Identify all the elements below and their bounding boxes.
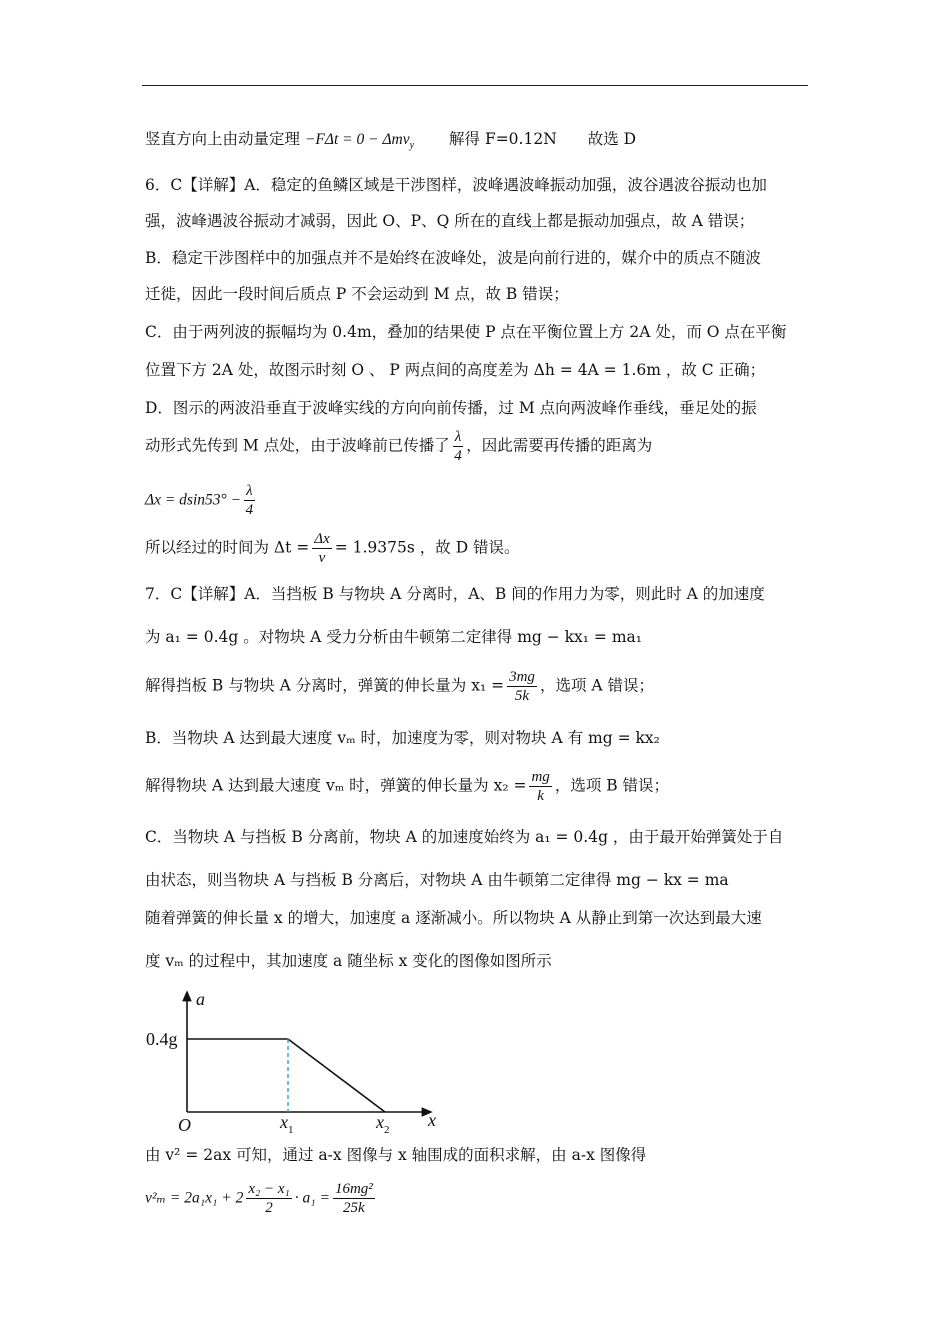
x2-label — [375, 1112, 390, 1135]
vm-equation-mid: · a₁ = — [294, 1189, 330, 1207]
fraction-numerator: 16mg² — [334, 1181, 373, 1197]
q7-line-5-tail: ，选项 B 错误； — [554, 776, 670, 795]
q7-line-10: 由 v² = 2ax 可知，通过 a-x 图像与 x 轴围成的面积求解，由 a-x 图像得 — [145, 1146, 647, 1164]
q7-line-4: B．当物块 A 达到最大速度 vₘ 时，加速度为零，则对物块 A 有 mg = kx₂ — [145, 729, 660, 747]
fraction-denominator: 4 — [454, 448, 462, 464]
q7-line-11 — [145, 1180, 378, 1217]
q6-line-3: B．稳定干涉图样中的加强点并不是始终在波峰处，波是向前行进的，媒介中的质点不随波 — [145, 249, 761, 267]
q6-line-5: C．由于两列波的振幅均为 0.4m，叠加的结果使 P 点在平衡位置上方 2A 处，而 O 点在平衡 — [145, 323, 787, 341]
q7-line-6: C．当物块 A 与挡板 B 分离前，物块 A 的加速度始终为 a₁ = 0.4g ，由于最开始弹簧处于自 — [145, 828, 784, 846]
q6-line-10 — [145, 530, 520, 567]
decline-line — [288, 1039, 385, 1112]
fraction-16mg2-25k — [333, 1180, 375, 1217]
fraction-numerator: mg — [531, 769, 550, 785]
q7-line-2: 为 a₁ = 0.4g 。对物块 A 受力分析由牛顿第二定律得 mg − kx₁ = ma₁ — [145, 628, 643, 646]
fraction-numerator: λ — [454, 429, 462, 445]
q7-line-3-tail: ，选项 A 错误； — [539, 676, 654, 695]
q6-line-1: 6．C【详解】A．稳定的鱼鳞区域是干涉图样，波峰遇波峰振动加强，波谷遇波谷振动也加 — [145, 176, 767, 194]
q7-line-3 — [145, 668, 654, 705]
a-x-graph — [140, 985, 460, 1135]
fraction-lambda-4 — [453, 428, 464, 465]
delta-x-equation: Δx = dsin53° − — [145, 491, 242, 509]
fraction-numerator: 3mg — [509, 669, 535, 685]
q6-line-4: 迁徙，因此一段时间后质点 P 不会运动到 M 点，故 B 错误； — [145, 285, 569, 303]
x-axis-label: x — [428, 1110, 436, 1130]
q7-line-3-text: 解得挡板 B 与物块 A 分离时，弹簧的伸长量为 x₁ = — [145, 676, 505, 695]
x2-label-main: x — [376, 1112, 384, 1132]
q6-line-10-tail: = 1.9375s ，故 D 错误。 — [334, 538, 520, 557]
fraction-3mg-5k — [507, 668, 537, 705]
y-axis-label: a — [196, 989, 205, 1009]
q7-line-5-text: 解得物块 A 达到最大速度 vₘ 时，弹簧的伸长量为 x₂ = — [145, 776, 527, 795]
origin-label: O — [178, 1115, 191, 1135]
fraction-x2-x1-2 — [246, 1180, 291, 1217]
q7-line-5 — [145, 768, 669, 805]
q7-line-8: 随着弹簧的伸长量 x 的增大，加速度 a 逐渐减小。所以物块 A 从静止到第一次达到最大速 — [145, 909, 762, 927]
fraction-dx-v — [312, 530, 331, 567]
momentum-line — [145, 128, 636, 157]
q6-line-9 — [145, 482, 258, 519]
q6-line-6: 位置下方 2A 处，故图示时刻 O 、 P 两点间的高度差为 Δh = 4A = 1.6m ，故 C 正确； — [145, 361, 766, 379]
x1-label-sub: 1 — [288, 1124, 294, 1135]
fraction-denominator: 5k — [514, 688, 530, 704]
momentum-solve: 解得 F=0.12N — [449, 130, 557, 148]
x1-label — [279, 1112, 294, 1135]
q6-line-8-text: 动形式先传到 M 点处，由于波峰前已传播了 — [145, 436, 450, 455]
momentum-sub: y — [409, 140, 415, 152]
x1-label-main: x — [280, 1112, 288, 1132]
fraction-lambda-4b — [244, 482, 255, 519]
fraction-denominator: k — [537, 788, 544, 804]
fraction-denominator: 25k — [343, 1200, 365, 1216]
fraction-mg-k — [529, 768, 551, 805]
q7-line-1: 7．C【详解】A．当挡板 B 与物块 A 分离时，A、B 间的作用力为零，则此时 A 的加速度 — [145, 585, 765, 603]
momentum-equation: −FΔt = 0 − Δmv — [304, 131, 410, 148]
fraction-denominator: 2 — [265, 1200, 273, 1216]
q6-line-10-text: 所以经过的时间为 Δt = — [145, 538, 310, 557]
q7-line-7: 由状态，则当物块 A 与挡板 B 分离后，对物块 A 由牛顿第二定律得 mg − kx = ma — [145, 871, 729, 889]
fraction-numerator: λ — [246, 483, 253, 499]
x2-label-sub: 2 — [384, 1124, 390, 1135]
header-rule — [142, 85, 808, 86]
q6-line-8 — [145, 428, 652, 465]
q6-line-2: 强，波峰遇波谷振动才减弱，因此 O、P、Q 所在的直线上都是振动加强点，故 A 错误； — [145, 212, 755, 230]
y-value-label: 0.4g — [146, 1029, 178, 1049]
momentum-choice: 故选 D — [587, 130, 637, 148]
fraction-numerator: x₂ − x₁ — [248, 1181, 290, 1197]
q7-line-9: 度 vₘ 的过程中，其加速度 a 随坐标 x 变化的图像如图所示 — [145, 952, 552, 970]
vm-equation: v²ₘ = 2a₁x₁ + 2 — [145, 1189, 244, 1207]
momentum-text: 竖直方向上由动量定理 — [145, 130, 301, 148]
q6-line-8-tail: ，因此需要再传播的距离为 — [466, 436, 653, 455]
q6-line-7: D．图示的两波沿垂直于波峰实线的方向向前传播，过 M 点向两波峰作垂线，垂足处的振 — [145, 399, 757, 417]
fraction-denominator: 4 — [245, 502, 254, 518]
fraction-denominator: v — [318, 550, 326, 566]
fraction-numerator: Δx — [314, 531, 330, 547]
